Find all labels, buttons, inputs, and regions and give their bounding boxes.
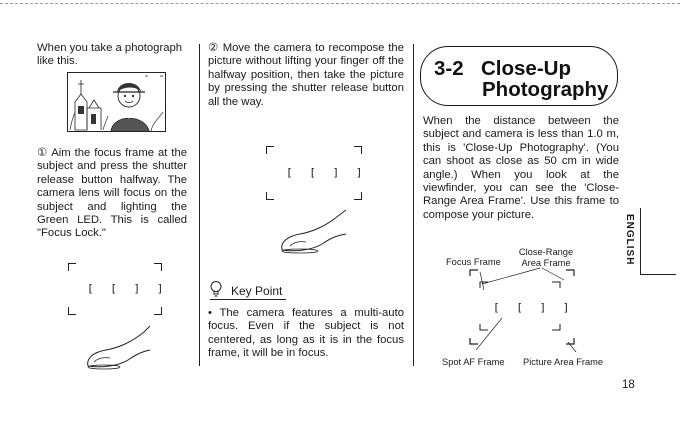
label-focus-frame: Focus Frame (446, 257, 501, 267)
key-point-text: • The camera features a multi-auto focus. Even if the subject is not centered, as long as it is in the focus frame, it will be in focus. (208, 307, 404, 360)
section-title-line1: Close-Up (481, 57, 571, 80)
viewfinder-brackets-3: [ [ ] ] (493, 301, 575, 314)
page-number: 18 (622, 379, 635, 391)
top-edge-rule (0, 3, 680, 4)
column-divider-1 (199, 44, 200, 366)
label-spot-af-frame: Spot AF Frame (442, 357, 505, 367)
language-side-tab: ENGLISH (624, 214, 635, 266)
finger-press-illustration-2 (276, 208, 352, 254)
label-picture-area-frame: Picture Area Frame (523, 357, 604, 367)
photo-illustration (67, 72, 166, 132)
viewfinder-brackets-2: [ [ ] ] (286, 166, 368, 179)
label-close-range-area-frame: Close-Range Area Frame (518, 247, 574, 268)
viewfinder-brackets-1: [ [ ] ] (87, 282, 169, 295)
step1-marker: ① (37, 147, 48, 159)
bullet: • (208, 307, 212, 319)
side-tab-rule-horizontal (640, 274, 676, 275)
step2-marker: ② (208, 42, 219, 54)
key-point-underline (210, 299, 286, 300)
key-point-heading: Key Point (231, 284, 283, 298)
section-title-line2: Photography (482, 78, 609, 101)
lightbulb-icon (209, 280, 223, 298)
step2-text: ② Move the camera to recompose the picture without lifting your finger off the halfway position, then take the picture by pressing the shutter release button all the way. (208, 42, 405, 108)
section-number: 3-2 (434, 57, 464, 80)
step1-text: ① Aim the focus frame at the subject and press the shutter release button halfway. The camera lens will focus on the subject and lighting the Green LED. This is called "Focus Lock." (37, 147, 188, 240)
column-divider-2 (413, 44, 414, 366)
section-body-text: When the distance between the subject and camera is less than 1.0 m, this is 'Close-Up Photography'. (You can shoot as close as 50 cm in wide angle.) When you look at the viewfinder, you can see the 'Close-Range Area Frame'. Use this frame to compose your picture. (423, 115, 619, 221)
intro-text: When you take a photograph like this. (37, 42, 183, 68)
finger-press-illustration-1 (84, 322, 156, 370)
side-tab-rule-vertical (640, 208, 641, 274)
